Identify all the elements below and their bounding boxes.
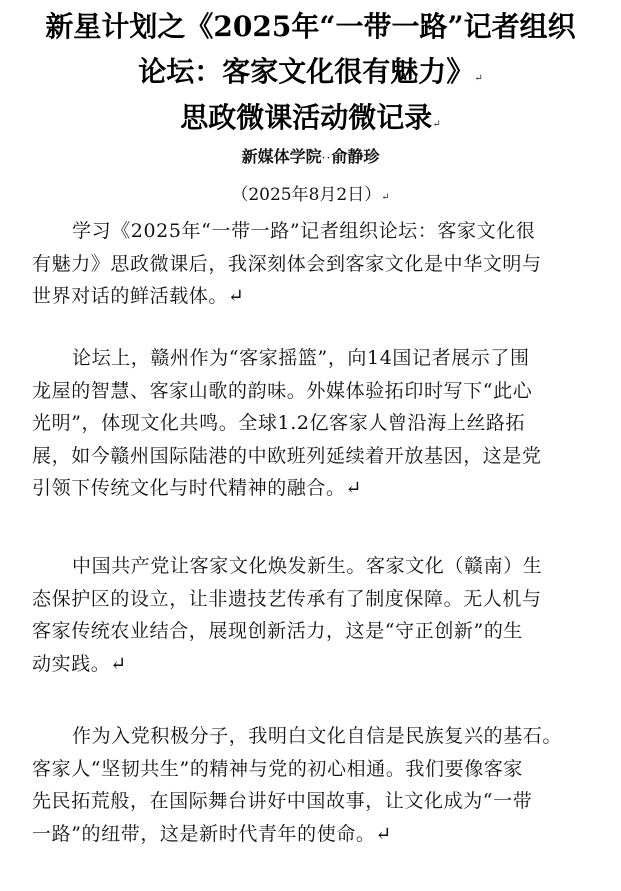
author-college: 新媒体学院 (241, 147, 322, 166)
body-paragraph-4 (32, 720, 592, 850)
paragraph-line: 态保护区的设立，让非遗技艺传承有了制度保障。无人机与 (32, 587, 542, 610)
document-date: （2025年8月2日）↵ (231, 185, 390, 205)
paragraph-line: 客家传统农业结合，展现创新活力，这是“守正创新”的生 (32, 620, 524, 642)
paragraph-line: 作为入党积极分子，我明白文化自信是民族复兴的基石。 (72, 725, 563, 747)
paragraph-line: 光明”，体现文化共鸣。全球1.2亿客家人曾沿海上丝路拓 (32, 412, 526, 434)
paragraph-line: 论坛上，赣州作为“客家摇篮”，向14国记者展示了围 (72, 347, 530, 369)
paragraph-mark-icon: ↵ (381, 192, 390, 203)
paragraph-line: 引领下传统文化与时代精神的融合。↵ (32, 477, 363, 499)
paragraph-line: 先民拓荒般，在国际舞台讲好中国故事，让文化成为“一带 (32, 790, 533, 812)
paragraph-line: 客家人“坚韧共生”的精神与党的初心相通。我们要像客家 (32, 757, 524, 780)
paragraph-line: 世界对话的鲜活载体。↵ (32, 285, 245, 307)
author-name: 俞静珍 (331, 147, 380, 166)
paragraph-mark-icon: ↵ (432, 119, 441, 130)
title-line-1: 新星计划之《2025年“一带一路”记者组织 (45, 10, 576, 43)
author-separator: ·· (321, 151, 332, 165)
body-paragraph-1 (32, 215, 592, 313)
paragraph-line: 动实践。↵ (32, 652, 127, 675)
paragraph-line: 有魅力》思政微课后，我深刻体会到客家文化是中华文明与 (32, 252, 542, 275)
paragraph-line: 中国共产党让客家文化焕发新生。客家文化（赣南）生 (72, 555, 543, 577)
paragraph-line: 一路”的纽带，这是新时代青年的使命。↵ (32, 822, 393, 845)
title-line-3: 思政微课活动微记录↵ (180, 101, 441, 134)
paragraph-line: 龙屋的智慧、客家山歌的韵味。外媒体验拓印时写下“此心 (32, 379, 533, 402)
paragraph-line: 展，如今赣州国际陆港的中欧班列延续着开放基因，这是党 (32, 444, 542, 467)
paragraph-line: 学习《2025年“一带一路”记者组织论坛：客家文化很 (72, 220, 536, 242)
body-paragraph-2 (32, 342, 592, 505)
author-line (0, 143, 621, 172)
paragraph-mark-icon: ↵ (474, 73, 483, 84)
title-line-2: 论坛：客家文化很有魅力》↵ (138, 55, 483, 88)
body-paragraph-3 (32, 550, 592, 680)
